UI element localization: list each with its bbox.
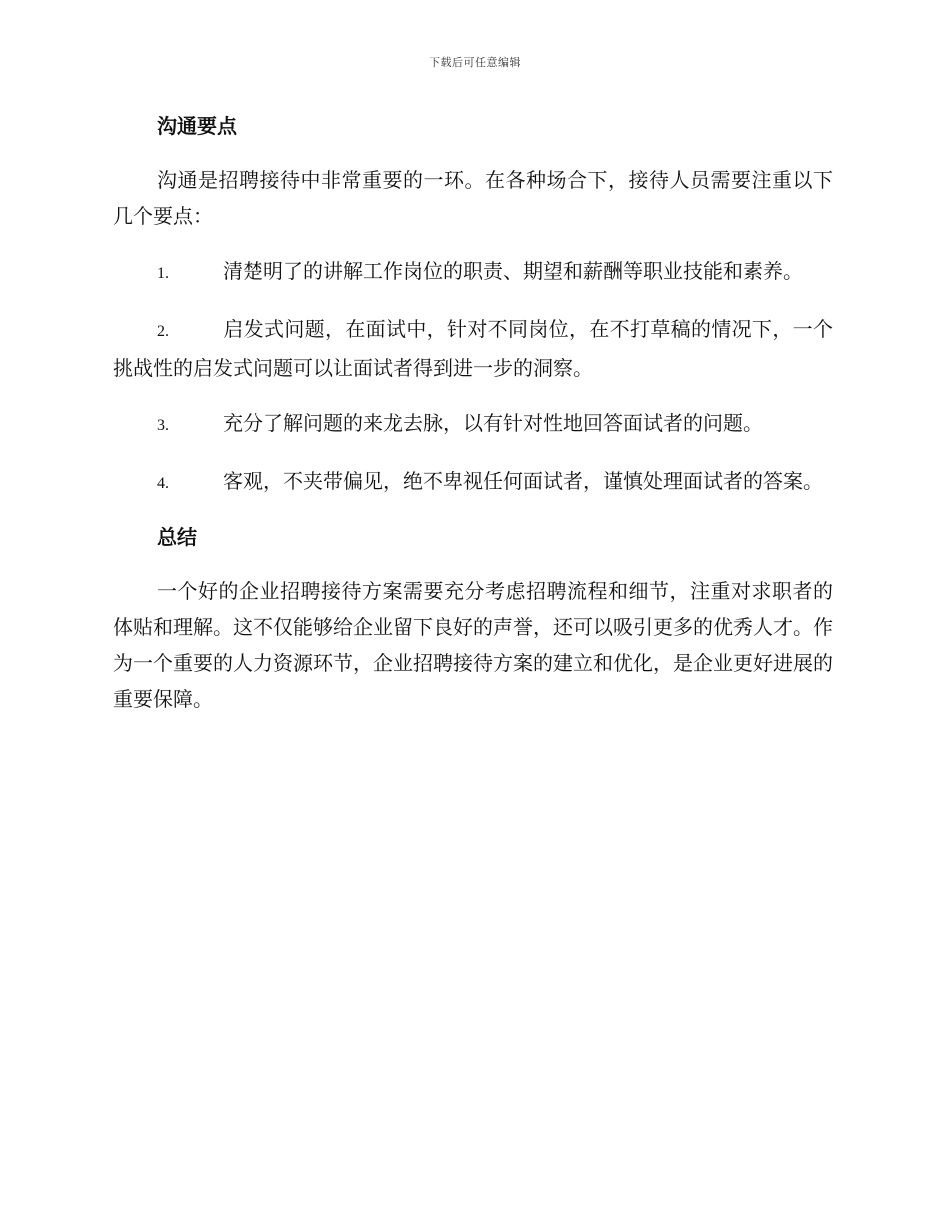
- document-content: [113, 110, 833, 736]
- summary-section: [113, 521, 833, 717]
- list-item: [113, 463, 833, 502]
- list-item: [113, 405, 833, 444]
- list-item-number: 2.: [157, 323, 169, 340]
- summary-body: 一个好的企业招聘接待方案需要充分考虑招聘流程和细节，注重对求职者的体贴和理解。这不仅能够给企业留下良好的声誉，还可以吸引更多的优秀人才。作为一个重要的人力资源环节，企业招聘接待方案的建立和优化，是企业更好进展的重要保障。: [113, 579, 833, 711]
- communication-intro: 沟通是招聘接待中非常重要的一环。在各种场合下，接待人员需要注重以下几个要点：: [113, 168, 833, 228]
- section-title-communication: 沟通要点: [157, 114, 237, 138]
- list-item-number: 4.: [157, 475, 169, 492]
- list-item-text: 启发式问题，在面试中，针对不同岗位，在不打草稿的情况下，一个挑战性的启发式问题可以让面试者得到进一步的洞察。: [113, 317, 833, 380]
- list-item: [113, 311, 833, 386]
- list-item-text: 充分了解问题的来龙去脉，以有针对性地回答面试者的问题。: [223, 411, 763, 435]
- list-item-text: 客观，不夹带偏见，绝不卑视任何面试者，谨慎处理面试者的答案。: [223, 469, 823, 493]
- list-item-number: 1.: [157, 265, 169, 282]
- communication-section: [113, 110, 833, 502]
- section-title-summary: 总结: [157, 525, 197, 549]
- list-item-number: 3.: [157, 417, 169, 434]
- header-note: 下载后可任意编辑: [429, 56, 521, 69]
- list-item: [113, 253, 833, 292]
- list-item-text: 清楚明了的讲解工作岗位的职责、期望和薪酬等职业技能和素养。: [223, 259, 803, 283]
